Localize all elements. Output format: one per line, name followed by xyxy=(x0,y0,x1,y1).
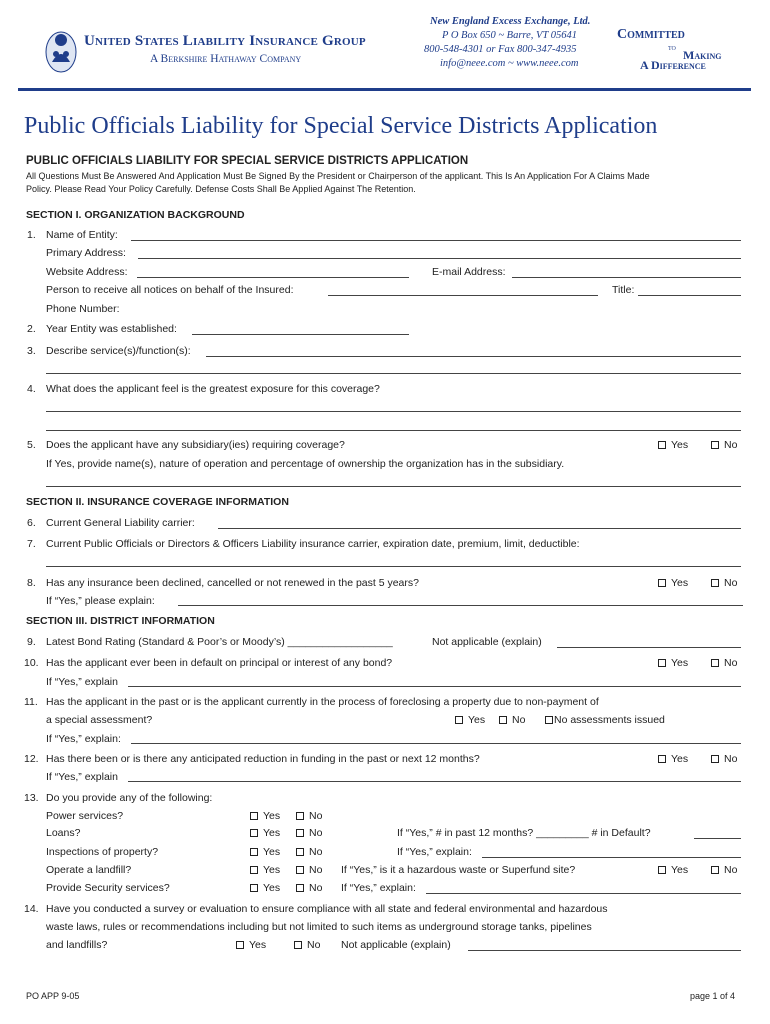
q1-title-label: Title: xyxy=(612,284,635,296)
q14-label-b: waste laws, rules or recommendations including but not limited to such items as underground storage tanks, pipelines xyxy=(46,921,592,933)
agent-web: info@neee.com ~ www.neee.com xyxy=(440,58,579,69)
yes-label: Yes xyxy=(671,577,689,589)
q8-field[interactable] xyxy=(178,605,743,606)
q6-number: 6. xyxy=(27,517,36,529)
q13-item-loans: Loans? xyxy=(46,827,81,839)
q10-field[interactable] xyxy=(128,686,741,687)
q10-yes-checkbox[interactable] xyxy=(658,656,688,670)
agent-address: P O Box 650 ~ Barre, VT 05641 xyxy=(442,30,577,41)
no-label: No xyxy=(724,657,738,669)
checkbox-icon xyxy=(658,579,666,587)
slogan-making: Making xyxy=(683,48,722,62)
q1-phone-label: Phone Number: xyxy=(46,303,120,315)
q13-inspections-field[interactable] xyxy=(482,857,741,858)
q3-number: 3. xyxy=(27,345,36,357)
q1-address-field[interactable] xyxy=(138,258,741,259)
q5-field[interactable] xyxy=(46,486,741,487)
q3-field-2[interactable] xyxy=(46,373,741,374)
checkbox-icon xyxy=(294,941,302,949)
q13-power-no[interactable] xyxy=(296,809,322,823)
q13-security-yes[interactable] xyxy=(250,881,280,895)
checkbox-icon xyxy=(296,848,304,856)
q1-name-field[interactable] xyxy=(131,240,741,241)
q6-field[interactable] xyxy=(218,528,741,529)
q11-label-b: a special assessment? xyxy=(46,714,153,726)
q3-label: Describe service(s)/function(s): xyxy=(46,345,191,357)
yes-label: Yes xyxy=(671,864,689,876)
section-2-heading: SECTION II. INSURANCE COVERAGE INFORMATION xyxy=(26,496,289,508)
yes-label: Yes xyxy=(671,753,689,765)
page-title: Public Officials Liability for Special Service Districts Application xyxy=(24,113,658,139)
q1-name-label: Name of Entity: xyxy=(46,229,118,241)
no-label: No xyxy=(724,753,738,765)
checkbox-icon xyxy=(236,941,244,949)
checkbox-icon xyxy=(455,716,463,724)
yes-label: Yes xyxy=(468,714,486,726)
checkbox-icon xyxy=(250,884,258,892)
q13-hazardous-yes[interactable] xyxy=(658,863,688,877)
q1-person-field[interactable] xyxy=(328,295,598,296)
checkbox-icon xyxy=(250,812,258,820)
yes-label: Yes xyxy=(671,439,689,451)
q12-no-checkbox[interactable] xyxy=(711,752,737,766)
no-label: No xyxy=(512,714,526,726)
q14-number: 14. xyxy=(24,903,39,915)
q5-subtext: If Yes, provide name(s), nature of operation and percentage of ownership the organization has in the subsidiary. xyxy=(46,458,565,470)
agent-name: New England Excess Exchange, Ltd. xyxy=(430,16,591,27)
q12-yes-checkbox[interactable] xyxy=(658,752,688,766)
q7-field[interactable] xyxy=(46,566,741,567)
q10-number: 10. xyxy=(24,657,39,669)
q12-label: Has there been or is there any anticipated reduction in funding in the past or next 12 months? xyxy=(46,753,480,765)
no-label: No xyxy=(724,439,738,451)
q9-number: 9. xyxy=(27,636,36,648)
form-heading: PUBLIC OFFICIALS LIABILITY FOR SPECIAL SERVICE DISTRICTS APPLICATION xyxy=(26,155,469,167)
checkbox-icon xyxy=(711,755,719,763)
q1-email-label: E-mail Address: xyxy=(432,266,506,278)
yes-label: Yes xyxy=(263,882,281,894)
q14-label-c: and landfills? xyxy=(46,939,108,951)
q13-label: Do you provide any of the following: xyxy=(46,792,213,804)
no-assessments-label: No assessments issued xyxy=(554,714,665,726)
slogan-to: to xyxy=(668,42,676,52)
q9-na-label: Not applicable (explain) xyxy=(432,636,542,648)
q1-website-label: Website Address: xyxy=(46,266,128,278)
yes-label: Yes xyxy=(263,864,281,876)
q11-yes-checkbox[interactable] xyxy=(455,713,485,727)
checkbox-icon xyxy=(250,848,258,856)
header-divider xyxy=(18,88,751,91)
q13-inspections-no[interactable] xyxy=(296,845,322,859)
intro-text-1: All Questions Must Be Answered And Application Must Be Signed By the President or Chairperson of the applicant. This Is An Application For A Claims Made xyxy=(26,171,650,181)
checkbox-icon xyxy=(296,866,304,874)
yes-label: Yes xyxy=(249,939,267,951)
checkbox-icon xyxy=(499,716,507,724)
q1-number: 1. xyxy=(27,229,36,241)
checkbox-icon xyxy=(296,829,304,837)
q11-label: Has the applicant in the past or is the applicant currently in the process of foreclosing a property due to non-payment of xyxy=(46,696,599,708)
checkbox-icon xyxy=(296,812,304,820)
q4-number: 4. xyxy=(27,383,36,395)
company-name: United States Liability Insurance Group xyxy=(84,33,366,49)
checkbox-icon xyxy=(658,866,666,874)
q8-no-checkbox[interactable] xyxy=(711,576,737,590)
yes-label: Yes xyxy=(263,827,281,839)
q9-na-field[interactable] xyxy=(557,647,741,648)
q9-label: Latest Bond Rating (Standard & Poor’s or Moody’s) __________________ xyxy=(46,636,393,648)
checkbox-icon xyxy=(658,441,666,449)
q4-field-1[interactable] xyxy=(46,411,741,412)
q14-label-a: Have you conducted a survey or evaluation to ensure compliance with all state and federal environmental and hazardous xyxy=(46,903,608,915)
q12-subtext: If “Yes,” explain xyxy=(46,771,118,783)
q5-no-checkbox[interactable] xyxy=(711,438,737,452)
q2-number: 2. xyxy=(27,323,36,335)
slogan-committed: Committed xyxy=(617,27,685,42)
q10-label: Has the applicant ever been in default on principal or interest of any bond? xyxy=(46,657,393,669)
q8-label: Has any insurance been declined, cancelled or not renewed in the past 5 years? xyxy=(46,577,419,589)
slogan-difference: A Difference xyxy=(640,58,706,72)
q14-na-field[interactable] xyxy=(468,950,741,951)
q4-label: What does the applicant feel is the greatest exposure for this coverage? xyxy=(46,383,380,395)
q13-hazardous-no[interactable] xyxy=(711,863,737,877)
yes-label: Yes xyxy=(263,846,281,858)
checkbox-icon xyxy=(250,866,258,874)
q8-subtext: If “Yes,” please explain: xyxy=(46,595,155,607)
page-number: page 1 of 4 xyxy=(690,991,736,1001)
checkbox-icon xyxy=(658,755,666,763)
q11-no-assessments-checkbox[interactable] xyxy=(545,713,665,727)
q13-landfill-no[interactable] xyxy=(296,863,322,877)
checkbox-icon xyxy=(711,579,719,587)
q14-yes-checkbox[interactable] xyxy=(236,938,266,952)
q13-security-followup: If “Yes,” explain: xyxy=(341,882,416,894)
q13-item-landfill: Operate a landfill? xyxy=(46,864,132,876)
q13-landfill-followup: If “Yes,” is it a hazardous waste or Superfund site? xyxy=(341,864,576,876)
yes-label: Yes xyxy=(671,657,689,669)
q12-field[interactable] xyxy=(128,781,741,782)
no-label: No xyxy=(309,882,323,894)
q13-loans-yes[interactable] xyxy=(250,826,280,840)
q13-security-no[interactable] xyxy=(296,881,322,895)
q13-item-inspections: Inspections of property? xyxy=(46,846,159,858)
checkbox-icon xyxy=(711,441,719,449)
q13-item-power: Power services? xyxy=(46,810,124,822)
checkbox-icon xyxy=(711,659,719,667)
checkbox-icon xyxy=(250,829,258,837)
no-label: No xyxy=(309,810,323,822)
q7-number: 7. xyxy=(27,538,36,550)
q11-subtext: If “Yes,” explain: xyxy=(46,733,121,745)
q1-address-label: Primary Address: xyxy=(46,247,126,259)
q13-loans-followup: If “Yes,” # in past 12 months? _________ # in Default? xyxy=(397,827,651,839)
q3-field-1[interactable] xyxy=(206,356,741,357)
no-label: No xyxy=(309,846,323,858)
q13-security-field[interactable] xyxy=(426,893,741,894)
q14-na-label: Not applicable (explain) xyxy=(341,939,451,951)
company-logo xyxy=(44,28,78,74)
q7-label: Current Public Officials or Directors & Officers Liability insurance carrier, expiration date, premium, limit, deductible: xyxy=(46,538,580,550)
q8-yes-checkbox[interactable] xyxy=(658,576,688,590)
checkbox-icon xyxy=(296,884,304,892)
q5-number: 5. xyxy=(27,439,36,451)
q1-email-field[interactable] xyxy=(512,277,741,278)
q1-title-field[interactable] xyxy=(638,295,741,296)
q2-label: Year Entity was established: xyxy=(46,323,177,335)
q5-label: Does the applicant have any subsidiary(ies) requiring coverage? xyxy=(46,439,345,451)
intro-text-2: Policy. Please Read Your Policy Carefully. Defense Costs Shall Be Applied Against The Retention. xyxy=(26,184,416,194)
q13-number: 13. xyxy=(24,792,39,804)
q13-loans-no[interactable] xyxy=(296,826,322,840)
yes-label: Yes xyxy=(263,810,281,822)
company-subtitle: A Berkshire Hathaway Company xyxy=(150,53,302,65)
checkbox-icon xyxy=(545,716,553,724)
q14-no-checkbox[interactable] xyxy=(294,938,320,952)
form-code: PO APP 9-05 xyxy=(26,991,80,1001)
no-label: No xyxy=(724,577,738,589)
checkbox-icon xyxy=(711,866,719,874)
q10-subtext: If “Yes,” explain xyxy=(46,676,118,688)
q8-number: 8. xyxy=(27,577,36,589)
q13-loans-default-field[interactable] xyxy=(694,838,741,839)
q12-number: 12. xyxy=(24,753,39,765)
no-label: No xyxy=(724,864,738,876)
checkbox-icon xyxy=(658,659,666,667)
q1-person-label: Person to receive all notices on behalf of the Insured: xyxy=(46,284,294,296)
q11-number: 11. xyxy=(24,696,38,708)
q2-field[interactable] xyxy=(192,334,409,335)
q13-inspections-yes[interactable] xyxy=(250,845,280,859)
q13-landfill-yes[interactable] xyxy=(250,863,280,877)
q10-no-checkbox[interactable] xyxy=(711,656,737,670)
q11-field[interactable] xyxy=(131,743,741,744)
q13-item-security: Provide Security services? xyxy=(46,882,170,894)
q13-power-yes[interactable] xyxy=(250,809,280,823)
section-3-heading: SECTION III. DISTRICT INFORMATION xyxy=(26,615,215,627)
q1-website-field[interactable] xyxy=(137,277,409,278)
q11-no-checkbox[interactable] xyxy=(499,713,525,727)
agent-phone: 800-548-4301 or Fax 800-347-4935 xyxy=(424,44,577,55)
q4-field-2[interactable] xyxy=(46,430,741,431)
no-label: No xyxy=(309,864,323,876)
q13-inspections-followup: If “Yes,” explain: xyxy=(397,846,472,858)
q5-yes-checkbox[interactable] xyxy=(658,438,688,452)
no-label: No xyxy=(309,827,323,839)
no-label: No xyxy=(307,939,321,951)
q6-label: Current General Liability carrier: xyxy=(46,517,195,529)
section-1-heading: SECTION I. ORGANIZATION BACKGROUND xyxy=(26,209,245,221)
